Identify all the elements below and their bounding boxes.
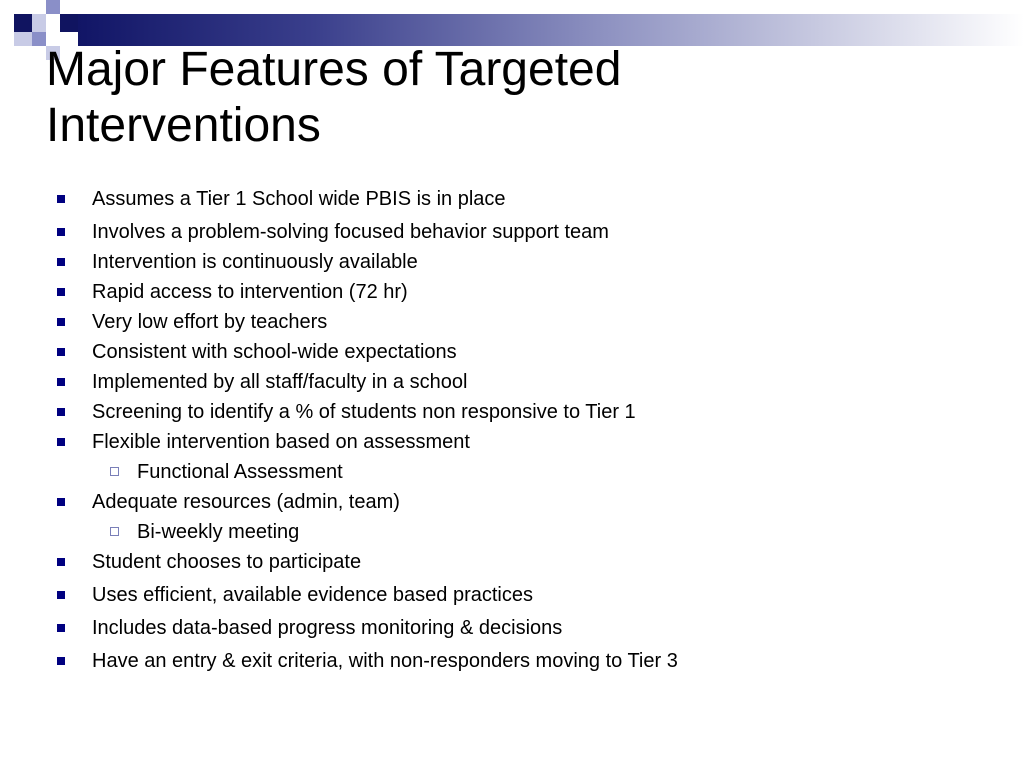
square-bullet-icon: [57, 348, 65, 356]
header-square-4: [60, 14, 78, 32]
square-bullet-icon: [57, 657, 65, 665]
bullet-item: [92, 310, 327, 334]
bullet-text: Uses efficient, available evidence based practices: [92, 584, 533, 606]
hollow-square-bullet-icon: [110, 527, 119, 536]
hollow-square-bullet-icon: [110, 467, 119, 476]
slide-title: [46, 42, 946, 154]
square-bullet-icon: [57, 378, 65, 386]
sub-bullet-item: [137, 460, 343, 484]
square-bullet-icon: [57, 624, 65, 632]
header-square-2: [32, 14, 46, 32]
bullet-item: [92, 490, 400, 514]
bullet-item: [92, 250, 418, 274]
bullet-text: Student chooses to participate: [92, 551, 362, 573]
square-bullet-icon: [57, 438, 65, 446]
bullet-item: [92, 187, 506, 211]
header-square-5: [14, 32, 32, 46]
bullet-text: Functional Assessment: [137, 461, 343, 483]
square-bullet-icon: [57, 228, 65, 236]
bullet-text: Very low effort by teachers: [92, 311, 328, 333]
bullet-item: [92, 220, 609, 244]
bullet-text: Assumes a Tier 1 School wide PBIS is in place: [92, 188, 506, 210]
bullet-text: Consistent with school-wide expectations: [92, 341, 457, 363]
slide-title-line-2: Interventions: [46, 99, 321, 152]
bullet-text: Implemented by all staff/faculty in a school: [92, 371, 468, 393]
square-bullet-icon: [57, 498, 65, 506]
bullet-item: [92, 649, 678, 673]
bullet-item: [92, 340, 457, 364]
square-bullet-icon: [57, 558, 65, 566]
header-square-6: [32, 32, 46, 46]
bullet-item: [92, 400, 636, 424]
slide-title-line-1: Major Features of Targeted: [46, 43, 622, 96]
bullet-text: Adequate resources (admin, team): [92, 491, 400, 513]
bullet-item: [92, 430, 470, 454]
square-bullet-icon: [57, 591, 65, 599]
bullet-item: [92, 616, 562, 640]
bullet-text: Intervention is continuously available: [92, 251, 418, 273]
bullet-text: Includes data-based progress monitoring & decisions: [92, 617, 563, 639]
square-bullet-icon: [57, 318, 65, 326]
header-square-1: [14, 14, 32, 32]
bullet-item: [92, 550, 361, 574]
bullet-text: Screening to identify a % of students non responsive to Tier 1: [92, 401, 636, 423]
bullet-text: Involves a problem-solving focused behavior support team: [92, 221, 609, 243]
square-bullet-icon: [57, 408, 65, 416]
bullet-text: Bi-weekly meeting: [137, 521, 300, 543]
bullet-text: Flexible intervention based on assessment: [92, 431, 470, 453]
sub-bullet-item: [137, 520, 299, 544]
bullet-text: Rapid access to intervention (72 hr): [92, 281, 408, 303]
bullet-item: [92, 280, 408, 304]
square-bullet-icon: [57, 195, 65, 203]
bullet-text: Have an entry & exit criteria, with non-responders moving to Tier 3: [92, 650, 678, 672]
bullet-item: [92, 370, 467, 394]
bullet-item: [92, 583, 533, 607]
header-square-3: [46, 0, 60, 14]
square-bullet-icon: [57, 258, 65, 266]
square-bullet-icon: [57, 288, 65, 296]
